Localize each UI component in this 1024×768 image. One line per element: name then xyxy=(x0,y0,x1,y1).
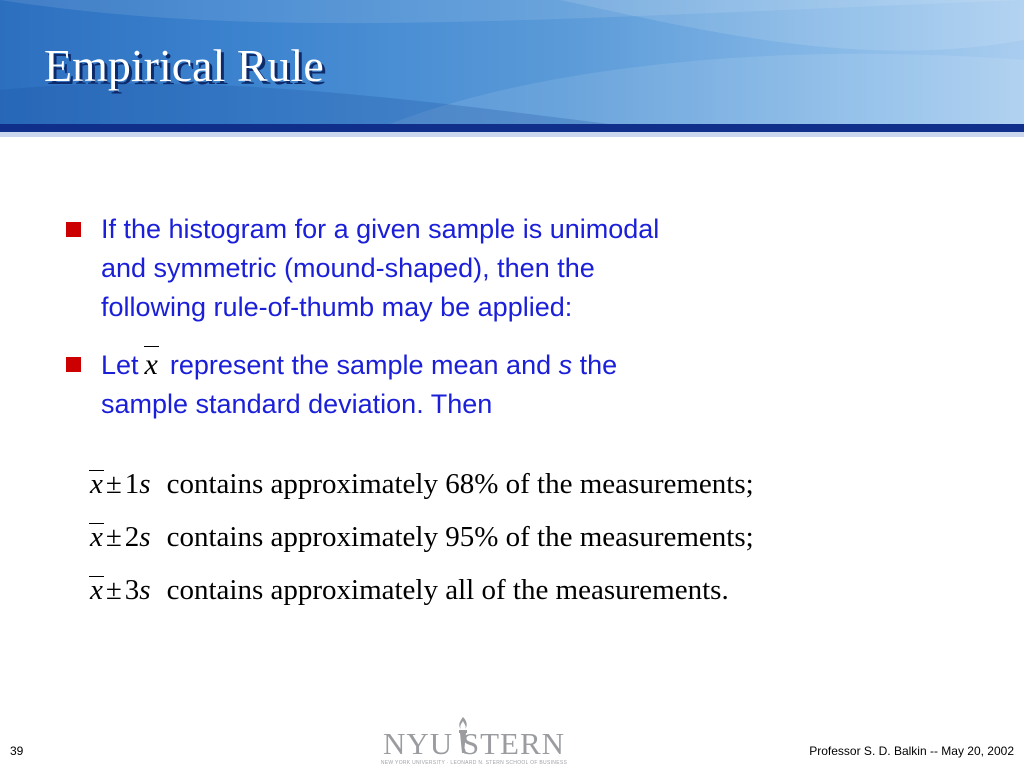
bullet-text: represent the sample mean and xyxy=(169,350,552,380)
bullet-item-unimodal xyxy=(64,210,864,327)
multiplier: 3 xyxy=(124,574,140,606)
formula-row-1s xyxy=(90,462,990,515)
s-symbol: s xyxy=(139,521,151,553)
bullet-line: following rule-of-thumb may be applied: xyxy=(101,292,573,322)
s-symbol: s xyxy=(139,468,151,500)
x-bar-symbol: x xyxy=(90,568,103,612)
formula-row-3s xyxy=(90,568,990,621)
formula-block xyxy=(90,462,990,621)
page-number: 39 xyxy=(10,744,24,758)
slide-header xyxy=(0,0,1024,128)
footer-credit: Professor S. D. Balkin -- May 20, 2002 xyxy=(809,744,1014,758)
bullet-line: If the histogram for a given sample is unimodal xyxy=(101,214,660,244)
bullet-item-notation xyxy=(64,345,864,424)
bullet-line: and symmetric (mound-shaped), then the xyxy=(101,253,595,283)
bullet-text: the xyxy=(579,350,618,380)
logo-subtext: NEW YORK UNIVERSITY · LEONARD N. STERN SCHOOL OF BUSINESS xyxy=(380,760,568,766)
s-symbol: s xyxy=(558,350,573,380)
x-bar-symbol: x xyxy=(90,515,103,559)
plus-minus-sign: ± xyxy=(105,521,122,553)
slide-title: Empirical Rule xyxy=(44,40,324,91)
x-bar-symbol: x xyxy=(145,345,158,384)
formula-text: contains approximately all of the measurements. xyxy=(166,574,729,606)
bullet-text: Let xyxy=(101,350,139,380)
bullet-line: sample standard deviation. Then xyxy=(101,389,493,419)
logo-wordmark: NYU STERN xyxy=(382,726,566,761)
header-divider-light xyxy=(0,132,1024,137)
multiplier: 2 xyxy=(124,521,140,553)
bullet-line xyxy=(101,345,864,385)
x-bar-symbol: x xyxy=(90,462,103,506)
header-divider-dark xyxy=(0,124,1024,132)
multiplier: 1 xyxy=(124,468,140,500)
nyu-stern-logo xyxy=(374,716,574,768)
square-bullet-icon xyxy=(66,222,81,237)
plus-minus-sign: ± xyxy=(105,468,122,500)
bullet-list xyxy=(64,210,864,442)
plus-minus-sign: ± xyxy=(105,574,122,606)
formula-text: contains approximately 95% of the measurements; xyxy=(166,521,754,553)
formula-row-2s xyxy=(90,515,990,568)
formula-text: contains approximately 68% of the measurements; xyxy=(166,468,754,500)
s-symbol: s xyxy=(139,574,151,606)
square-bullet-icon xyxy=(66,357,81,372)
